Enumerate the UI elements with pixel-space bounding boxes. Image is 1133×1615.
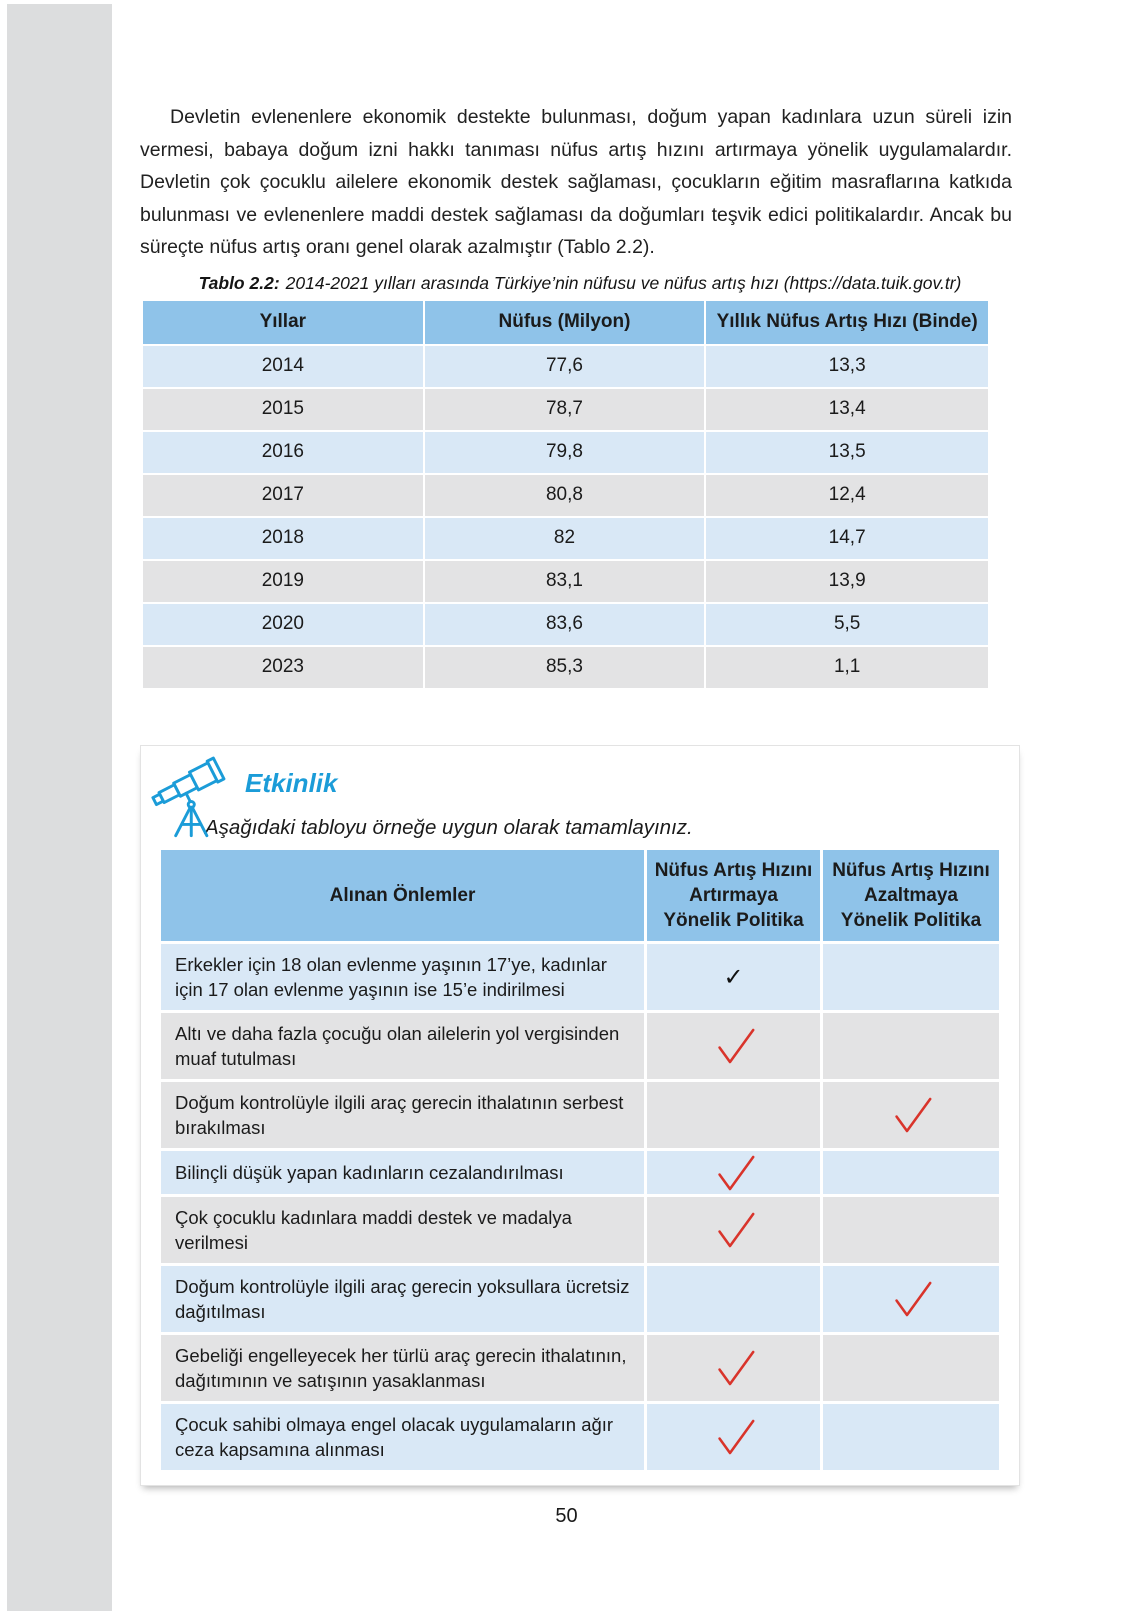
population-table-cell: 12,4 [706, 475, 988, 518]
population-table-row [143, 518, 988, 561]
population-table-cell: 5,5 [706, 604, 988, 647]
left-margin-strip [7, 4, 112, 1611]
policy-mark-cell [823, 944, 999, 1013]
policy-mark-cell [647, 1335, 823, 1404]
policy-mark-cell [823, 1266, 999, 1335]
policy-mark-cell [823, 1082, 999, 1151]
red-checkmark-icon [710, 1210, 758, 1250]
population-table-cell: 2014 [143, 346, 425, 389]
population-table-cell: 2015 [143, 389, 425, 432]
population-table-row [143, 604, 988, 647]
activity-table-row [161, 944, 999, 1013]
activity-card-header [141, 746, 1019, 810]
column-header-measures: Alınan Önlemler [161, 850, 647, 944]
measure-text: Bilinçli düşük yapan kadınların cezalandırılması [161, 1151, 647, 1197]
population-table-cell: 79,8 [425, 432, 707, 475]
red-checkmark-icon [710, 1153, 758, 1193]
population-table-cell: 2020 [143, 604, 425, 647]
page-number: 50 [555, 1505, 578, 1527]
activity-table-row [161, 1197, 999, 1266]
measure-text: Çok çocuklu kadınlara maddi destek ve madalya verilmesi [161, 1197, 647, 1266]
column-header-growth-rate: Yıllık Nüfus Artış Hızı (Binde) [706, 301, 988, 346]
population-table-row [143, 647, 988, 690]
population-table-cell: 2019 [143, 561, 425, 604]
policy-mark-cell [823, 1335, 999, 1404]
activity-table-body [161, 944, 999, 1473]
population-table-cell: 85,3 [425, 647, 707, 690]
policy-mark-cell [647, 1151, 823, 1197]
activity-instruction: Aşağıdaki tabloyu örneğe uygun olarak tamamlayınız. [205, 816, 693, 839]
activity-table-row [161, 1266, 999, 1335]
printed-checkmark: ✓ [723, 963, 744, 991]
policy-mark-cell [647, 944, 823, 1013]
population-table-cell: 13,4 [706, 389, 988, 432]
activity-table-row [161, 1404, 999, 1473]
population-table-cell: 13,5 [706, 432, 988, 475]
population-table-cell: 2016 [143, 432, 425, 475]
activity-table-row [161, 1013, 999, 1082]
policy-mark-cell [823, 1151, 999, 1197]
measure-text: Çocuk sahibi olmaya engel olacak uygulamaların ağır ceza kapsamına alınması [161, 1404, 647, 1473]
population-table-cell: 14,7 [706, 518, 988, 561]
policy-mark-cell [647, 1082, 823, 1151]
population-table-cell: 2017 [143, 475, 425, 518]
population-table-cell: 1,1 [706, 647, 988, 690]
measure-text: Doğum kontrolüyle ilgili araç gerecin yoksullara ücretsiz dağıtılması [161, 1266, 647, 1335]
population-table-row [143, 389, 988, 432]
population-table-cell: 82 [425, 518, 707, 561]
activity-table-row [161, 1335, 999, 1404]
activity-table-header [161, 850, 999, 944]
population-table-row [143, 346, 988, 389]
intro-paragraph: Devletin evlenenlere ekonomik destekte bulunması, doğum yapan kadınlara uzun süreli izin vermesi, babaya doğum izni hakkı tanıması nüfus artış hızını artırmaya yönelik uygulamalardır. Devletin çok çocuklu ailelere ekonomik destek sağlaması, çocukların eğitim masraflarına katkıda bulunması ve evlenenlere maddi destek sağlaması da doğumları teşvik edici politikalardır. Ancak bu süreçte nüfus artış oranı genel olarak azalmıştır (Tablo 2.2). [140, 106, 1012, 258]
policy-mark-cell [823, 1013, 999, 1082]
activity-table-row [161, 1151, 999, 1197]
policy-mark-cell [647, 1197, 823, 1266]
population-table-body [143, 346, 988, 690]
policy-mark-cell [823, 1197, 999, 1266]
column-header-years: Yıllar [143, 301, 425, 346]
activity-table [161, 850, 999, 1473]
table-caption-label: Tablo 2.2: [198, 272, 280, 293]
population-table-cell: 77,6 [425, 346, 707, 389]
population-table-cell: 83,6 [425, 604, 707, 647]
red-checkmark-icon [710, 1348, 758, 1388]
policy-mark-cell [823, 1404, 999, 1473]
population-table-cell: 78,7 [425, 389, 707, 432]
column-header-increase-policy: Nüfus Artış Hızını Artırmaya Yönelik Politika [647, 850, 823, 944]
population-table-row [143, 475, 988, 518]
measure-text: Gebeliği engelleyecek her türlü araç gerecin ithalatının, dağıtımının ve satışının yasaklanması [161, 1335, 647, 1404]
policy-mark-cell [647, 1013, 823, 1082]
activity-card [140, 745, 1020, 1486]
measure-text: Erkekler için 18 olan evlenme yaşının 17’ye, kadınlar için 17 olan evlenme yaşının ise 15’e indirilmesi [161, 944, 647, 1013]
red-checkmark-icon [710, 1417, 758, 1457]
policy-mark-cell [647, 1404, 823, 1473]
population-table-row [143, 561, 988, 604]
activity-table-row [161, 1082, 999, 1151]
population-table-cell: 13,9 [706, 561, 988, 604]
population-table-cell: 83,1 [425, 561, 707, 604]
telescope-icon [149, 750, 237, 840]
measure-text: Altı ve daha fazla çocuğu olan ailelerin yol vergisinden muaf tutulması [161, 1013, 647, 1082]
table-caption-text: 2014-2021 yılları arasında Türkiye’nin nüfusu ve nüfus artış hızı (https://data.tuik.gov.tr) [285, 272, 962, 293]
population-table-row [143, 432, 988, 475]
column-header-population: Nüfus (Milyon) [425, 301, 707, 346]
red-checkmark-icon [887, 1095, 935, 1135]
population-table-cell: 2023 [143, 647, 425, 690]
activity-title: Etkinlik [245, 768, 338, 798]
population-table-cell: 13,3 [706, 346, 988, 389]
population-table [143, 301, 988, 690]
red-checkmark-icon [710, 1026, 758, 1066]
page-content [140, 0, 1020, 1460]
policy-mark-cell [647, 1266, 823, 1335]
measure-text: Doğum kontrolüyle ilgili araç gerecin ithalatının serbest bırakılması [161, 1082, 647, 1151]
column-header-decrease-policy: Nüfus Artış Hızını Azaltmaya Yönelik Politika [823, 850, 999, 944]
table-caption [140, 273, 1020, 294]
population-table-cell: 80,8 [425, 475, 707, 518]
red-checkmark-icon [887, 1279, 935, 1319]
population-table-header [143, 301, 988, 346]
population-table-cell: 2018 [143, 518, 425, 561]
